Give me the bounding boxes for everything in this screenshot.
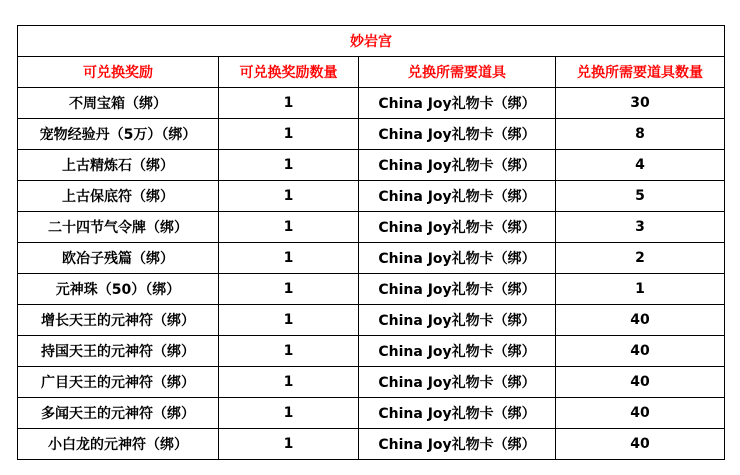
table-row: [18, 429, 725, 460]
required-quantity-cell: 3: [556, 212, 725, 243]
table-row: [18, 212, 725, 243]
title-row: [18, 26, 725, 57]
reward-quantity-cell: 1: [219, 119, 359, 150]
required-quantity-cell: 40: [556, 429, 725, 460]
reward-name-cell: 欧冶子残篇（绑）: [18, 243, 219, 274]
required-quantity-cell: 5: [556, 181, 725, 212]
table-row: [18, 119, 725, 150]
required-item-cell: China Joy礼物卡（绑）: [359, 88, 556, 119]
header-reward-quantity: 可兑换奖励数量: [219, 57, 359, 88]
reward-name-cell: 不周宝箱（绑）: [18, 88, 219, 119]
required-item-cell: China Joy礼物卡（绑）: [359, 274, 556, 305]
reward-exchange-table: [17, 25, 725, 460]
table-row: [18, 398, 725, 429]
required-item-cell: China Joy礼物卡（绑）: [359, 429, 556, 460]
reward-quantity-cell: 1: [219, 88, 359, 119]
required-item-cell: China Joy礼物卡（绑）: [359, 243, 556, 274]
header-required-quantity: 兑换所需要道具数量: [556, 57, 725, 88]
reward-quantity-cell: 1: [219, 150, 359, 181]
reward-name-cell: 上古精炼石（绑）: [18, 150, 219, 181]
required-quantity-cell: 40: [556, 367, 725, 398]
table-title: 妙岩宫: [18, 26, 725, 57]
required-item-cell: China Joy礼物卡（绑）: [359, 398, 556, 429]
required-quantity-cell: 2: [556, 243, 725, 274]
required-item-cell: China Joy礼物卡（绑）: [359, 367, 556, 398]
reward-name-cell: 广目天王的元神符（绑）: [18, 367, 219, 398]
table-row: [18, 88, 725, 119]
reward-quantity-cell: 1: [219, 305, 359, 336]
reward-name-cell: 小白龙的元神符（绑）: [18, 429, 219, 460]
table-row: [18, 305, 725, 336]
reward-name-cell: 持国天王的元神符（绑）: [18, 336, 219, 367]
reward-name-cell: 元神珠（50）（绑）: [18, 274, 219, 305]
reward-quantity-cell: 1: [219, 274, 359, 305]
table-row: [18, 243, 725, 274]
table-row: [18, 274, 725, 305]
reward-name-cell: 增长天王的元神符（绑）: [18, 305, 219, 336]
header-reward: 可兑换奖励: [18, 57, 219, 88]
reward-name-cell: 上古保底符（绑）: [18, 181, 219, 212]
required-item-cell: China Joy礼物卡（绑）: [359, 119, 556, 150]
required-item-cell: China Joy礼物卡（绑）: [359, 150, 556, 181]
header-row: [18, 57, 725, 88]
reward-quantity-cell: 1: [219, 398, 359, 429]
required-item-cell: China Joy礼物卡（绑）: [359, 336, 556, 367]
table-row: [18, 181, 725, 212]
reward-name-cell: 多闻天王的元神符（绑）: [18, 398, 219, 429]
reward-quantity-cell: 1: [219, 243, 359, 274]
required-quantity-cell: 40: [556, 398, 725, 429]
header-required-item: 兑换所需要道具: [359, 57, 556, 88]
reward-quantity-cell: 1: [219, 181, 359, 212]
required-quantity-cell: 1: [556, 274, 725, 305]
required-item-cell: China Joy礼物卡（绑）: [359, 305, 556, 336]
reward-quantity-cell: 1: [219, 212, 359, 243]
required-item-cell: China Joy礼物卡（绑）: [359, 212, 556, 243]
table-row: [18, 367, 725, 398]
required-quantity-cell: 40: [556, 336, 725, 367]
required-quantity-cell: 4: [556, 150, 725, 181]
reward-quantity-cell: 1: [219, 336, 359, 367]
reward-quantity-cell: 1: [219, 367, 359, 398]
table-row: [18, 336, 725, 367]
required-item-cell: China Joy礼物卡（绑）: [359, 181, 556, 212]
reward-quantity-cell: 1: [219, 429, 359, 460]
required-quantity-cell: 8: [556, 119, 725, 150]
reward-name-cell: 宠物经验丹（5万）（绑）: [18, 119, 219, 150]
required-quantity-cell: 30: [556, 88, 725, 119]
reward-name-cell: 二十四节气令牌（绑）: [18, 212, 219, 243]
table-row: [18, 150, 725, 181]
table-body: [18, 88, 725, 460]
required-quantity-cell: 40: [556, 305, 725, 336]
